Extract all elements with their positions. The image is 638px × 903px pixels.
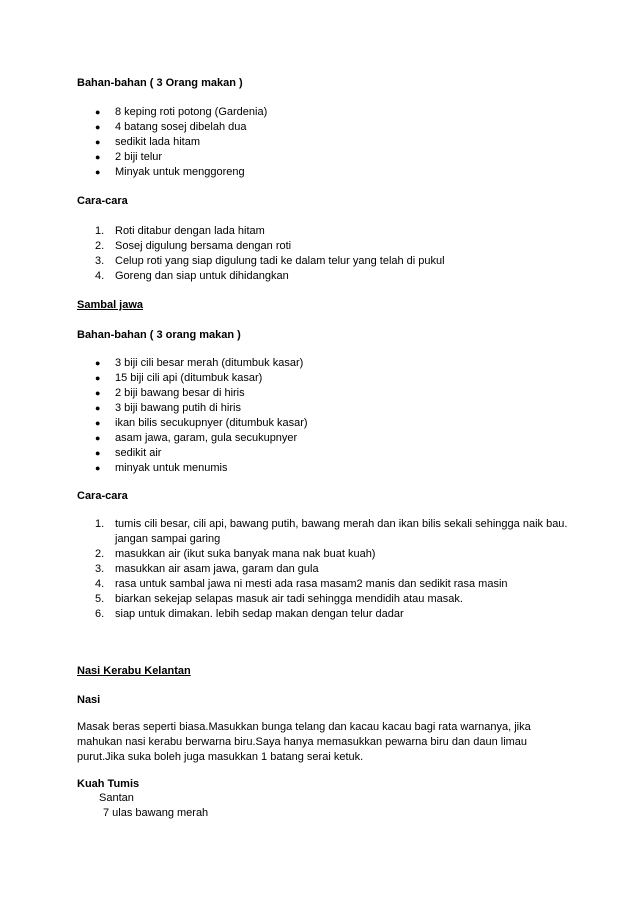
kuah-item: 7 ulas bawang merah [103, 807, 209, 819]
step-item: 4. rasa untuk sambal jawa ni mesti ada rasa masam2 manis dan sedikit rasa masin [95, 578, 508, 590]
list-item: ● 8 keping roti potong (Gardenia) [95, 106, 268, 118]
ingredients-heading: Bahan-bahan ( 3 orang makan ) [77, 329, 241, 341]
ingredients-heading: Bahan-bahan ( 3 Orang makan ) [77, 77, 243, 89]
bullet-icon: ● [95, 137, 101, 147]
list-item: ● asam jawa, garam, gula secukupnyer [95, 432, 298, 444]
list-item: ● minyak untuk menumis [95, 462, 228, 474]
step-item: 3. masukkan air asam jawa, garam dan gula [95, 563, 319, 575]
bullet-icon: ● [95, 167, 101, 177]
bullet-icon: ● [95, 107, 101, 117]
kuah-item: Santan [99, 792, 134, 804]
steps-heading: Cara-cara [77, 490, 128, 502]
step-item: 2. Sosej digulung bersama dengan roti [95, 240, 292, 252]
list-item: ● 3 biji bawang putih di hiris [95, 402, 241, 414]
bullet-icon: ● [95, 463, 101, 473]
bullet-icon: ● [95, 358, 101, 368]
bullet-icon: ● [95, 373, 101, 383]
paragraph-line: mahukan nasi kerabu berwarna biru.Saya hanya memasukkan pewarna biru dan daun limau [77, 736, 528, 748]
list-item: ● 2 biji telur [95, 151, 163, 163]
list-item: ● ikan bilis secukupnyer (ditumbuk kasar) [95, 417, 308, 429]
paragraph-line: purut.Jika suka boleh juga masukkan 1 batang serai ketuk. [77, 751, 364, 763]
list-item: ● sedikit lada hitam [95, 136, 200, 148]
bullet-icon: ● [95, 152, 101, 162]
list-item: ● sedikit air [95, 447, 162, 459]
list-item: ● 15 biji cili api (ditumbuk kasar) [95, 372, 263, 384]
steps-heading: Cara-cara [77, 195, 128, 207]
step-item-continuation: jangan sampai garing [115, 533, 221, 545]
step-item: 6. siap untuk dimakan. lebih sedap makan dengan telur dadar [95, 608, 404, 620]
step-item: 5. biarkan sekejap selapas masuk air tadi sehingga mendidih atau masak. [95, 593, 463, 605]
bullet-icon: ● [95, 388, 101, 398]
step-item: 4. Goreng dan siap untuk dihidangkan [95, 270, 289, 282]
list-item: ● 4 batang sosej dibelah dua [95, 121, 247, 133]
list-item: ● Minyak untuk menggoreng [95, 166, 245, 178]
paragraph-line: Masak beras seperti biasa.Masukkan bunga telang dan kacau kacau bagi rata warnanya, jika [77, 721, 531, 733]
step-item: 1. Roti ditabur dengan lada hitam [95, 225, 265, 237]
step-item: 2. masukkan air (ikut suka banyak mana nak buat kuah) [95, 548, 376, 560]
step-item: 3. Celup roti yang siap digulung tadi ke dalam telur yang telah di pukul [95, 255, 445, 267]
step-item: 1. tumis cili besar, cili api, bawang putih, bawang merah dan ikan bilis sekali sehingga naik bau. [95, 518, 568, 530]
bullet-icon: ● [95, 122, 101, 132]
list-item: ● 3 biji cili besar merah (ditumbuk kasar) [95, 357, 304, 369]
bullet-icon: ● [95, 433, 101, 443]
nasi-heading: Nasi [77, 694, 101, 706]
bullet-icon: ● [95, 448, 101, 458]
section-title: Sambal jawa [77, 299, 144, 311]
list-item: ● 2 biji bawang besar di hiris [95, 387, 245, 399]
bullet-icon: ● [95, 418, 101, 428]
section-title: Nasi Kerabu Kelantan [77, 665, 191, 677]
bullet-icon: ● [95, 403, 101, 413]
kuah-heading: Kuah Tumis [77, 778, 140, 790]
